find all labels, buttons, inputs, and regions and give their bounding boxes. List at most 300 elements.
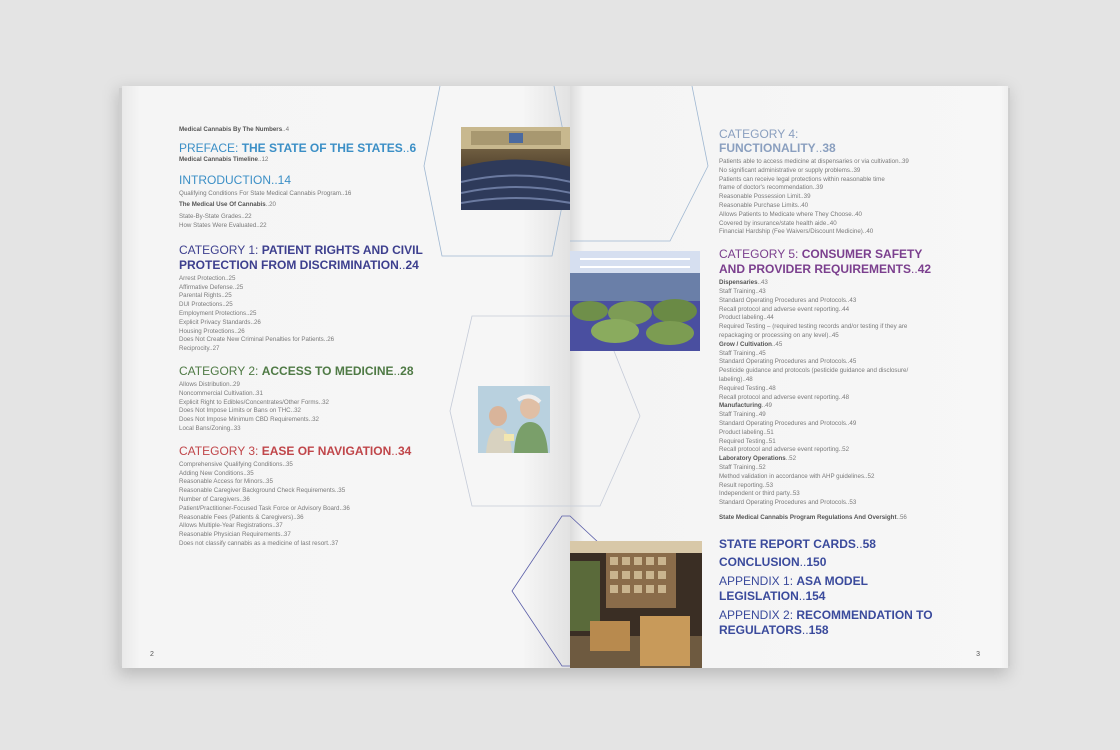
toc-entry-label: No significant administrative or supply problems: [719, 166, 851, 174]
toc-entry-label: Does Not Impose Minimum CBD Requirements: [179, 416, 309, 424]
toc-entry-label: Reasonable Caregiver Background Check Requirements: [179, 487, 335, 495]
toc-entry[interactable]: [179, 487, 454, 496]
category-page: 24: [405, 257, 419, 272]
category-page: 34: [397, 443, 412, 458]
toc-entry[interactable]: [719, 411, 989, 420]
toc-entry-page: 56: [899, 513, 907, 521]
toc-entry-page: 49: [758, 411, 766, 419]
leader-dots: ..: [800, 193, 804, 201]
toc-entry-label: Staff Training: [719, 411, 756, 419]
elderly-couple-photo: [478, 386, 550, 453]
category-prefix: CATEGORY 4:: [719, 127, 799, 141]
toc-entry[interactable]: [719, 193, 989, 202]
toc-entry-page: 45: [758, 349, 766, 357]
toc-entry-page: 45: [831, 331, 839, 339]
left-toc: [179, 126, 454, 549]
toc-entry-page: 25: [228, 274, 236, 282]
leader-dots: ..: [762, 481, 767, 489]
leader-dots: ..: [862, 228, 867, 236]
toc-entry-page: 37: [283, 531, 291, 539]
toc-entry-label: Result reporting: [719, 481, 763, 489]
leader-dots: ..: [850, 166, 854, 174]
leader-dots: ..: [789, 490, 793, 498]
toc-entry-label: Pesticide guidance and protocols (pesticide guidance and disclosure/: [719, 367, 909, 375]
appendix-title: RECOMMENDATION TO: [796, 607, 933, 622]
toc-entry-page: 33: [233, 424, 241, 432]
category-title: CONSUMER SAFETY: [801, 247, 923, 262]
toc-entry-label: Required Testing: [719, 437, 766, 445]
toc-entry[interactable]: [179, 301, 454, 310]
toc-entry-label: labeling): [719, 375, 743, 383]
toc-entry[interactable]: [179, 478, 454, 487]
toc-entry-page: 52: [789, 455, 797, 463]
leader-dots: ..: [771, 340, 776, 348]
toc-heading-category-1-line2[interactable]: PROTECTION FROM DISCRIMINATION..24: [179, 257, 419, 272]
toc-entry-page: 52: [758, 463, 766, 471]
toc-entry-label: State-By-State Grades: [179, 213, 242, 221]
toc-entry[interactable]: [179, 531, 454, 540]
toc-entry-label: Reasonable Physician Requirements: [179, 531, 281, 539]
toc-entry-label: Method validation in accordance with AHP guidelines: [719, 472, 865, 480]
toc-entry-label: Required Testing: [719, 384, 766, 392]
leader-dots: ..: [826, 219, 830, 227]
leader-dots: ..: [755, 411, 759, 419]
toc-heading-appendix-1[interactable]: [719, 574, 989, 589]
category-title: PROTECTION FROM DISCRIMINATION: [179, 257, 399, 272]
toc-entry-page: 35: [338, 487, 346, 495]
appendix-page: 158: [808, 622, 829, 637]
leader-dots: ..: [845, 419, 850, 427]
leader-dots: ..: [222, 301, 226, 309]
toc-entry-page: 32: [312, 416, 319, 424]
leader-dots: ..: [293, 513, 297, 521]
toc-entry-label: Standard Operating Procedures and Protocols: [719, 358, 846, 366]
toc-entry-label: Medical Cannabis Timeline: [179, 155, 258, 163]
toc-entry-label: Parental Rights: [179, 292, 222, 300]
category-prefix: CATEGORY 3:: [179, 443, 262, 458]
toc-entry-page: 35: [246, 469, 254, 477]
toc-entry-label: repackaging or processing on any level): [719, 331, 829, 339]
leader-dots: ..: [797, 201, 802, 209]
toc-heading-category-3[interactable]: CATEGORY 3: EASE OF NAVIGATION..34: [179, 443, 412, 458]
hexagon-outline: [570, 86, 720, 266]
preface-page: 6: [409, 140, 417, 155]
toc-entry-page: 35: [285, 460, 293, 468]
toc-entry-label: How States Were Evaluated: [179, 221, 257, 229]
toc-entry[interactable]: [719, 358, 989, 367]
toc-entry-label: Required Testing – (required testing records and/or testing if they are: [719, 323, 908, 331]
leader-dots: ..: [334, 487, 339, 495]
toc-entry-page: 26: [237, 327, 245, 335]
leader-dots: ..: [838, 393, 843, 401]
toc-entry[interactable]: [179, 416, 454, 425]
right-toc: [719, 128, 989, 638]
leader-dots: ..: [851, 210, 856, 218]
toc-entry[interactable]: [179, 540, 454, 549]
category-prefix: CATEGORY 5:: [719, 247, 802, 262]
leader-dots: ..: [262, 478, 267, 486]
leader-dots: ..: [339, 504, 343, 512]
toc-entry-page: 25: [236, 283, 244, 291]
toc-entry[interactable]: [719, 211, 989, 220]
toc-entry-label: Product labeling: [719, 314, 764, 322]
leader-dots: ..: [864, 472, 868, 480]
toc-entry[interactable]: [719, 429, 989, 438]
leader-dots: ..: [318, 398, 323, 406]
category-title: AND PROVIDER REQUIREMENTS: [719, 262, 912, 277]
toc-entry[interactable]: [179, 514, 454, 523]
toc-entry-label: Does Not Create New Criminal Penalties for Patients: [179, 336, 324, 344]
category-title: PATIENT RIGHTS AND CIVIL: [261, 242, 423, 257]
toc-entry[interactable]: [719, 446, 989, 455]
toc-entry-label: Laboratory Operations: [719, 455, 786, 463]
toc-entry-label: Arrest Protection: [179, 274, 226, 282]
toc-entry-page: 49: [849, 419, 857, 427]
toc-entry[interactable]: [719, 482, 989, 491]
toc-entry-page: 20: [269, 201, 276, 209]
leader-dots: ..: [785, 455, 790, 463]
toc-heading-introduction[interactable]: INTRODUCTION..14: [179, 172, 292, 187]
toc-entry-label: Recall protocol and adverse event reporting: [719, 446, 839, 454]
toc-entry[interactable]: [719, 279, 989, 288]
preface-title: THE STATE OF THE STATES: [241, 140, 403, 155]
toc-entry-page: 4: [285, 126, 290, 133]
toc-entry-page: 39: [853, 166, 861, 174]
category-title: FUNCTIONALITY: [719, 141, 816, 155]
toc-heading-appendix-2[interactable]: [719, 608, 989, 623]
leader-dots: ..: [828, 331, 832, 339]
toc-entry[interactable]: [179, 505, 454, 514]
toc-entry[interactable]: [719, 297, 989, 306]
toc-entry[interactable]: [179, 381, 454, 390]
toc-entry-page: 22: [244, 213, 252, 221]
toc-entry-by-numbers[interactable]: Medical Cannabis By The Numbers..4: [179, 126, 290, 133]
leader-dots: ..: [838, 446, 843, 454]
toc-heading-report-cards[interactable]: STATE REPORT CARDS..58: [719, 536, 876, 551]
leader-dots: ..: [323, 336, 328, 344]
toc-entry-label: Allows Distribution: [179, 380, 230, 388]
toc-entry-label: Independent or third party: [719, 490, 790, 498]
toc-entry[interactable]: [719, 332, 989, 341]
toc-entry-page: 52: [842, 446, 850, 454]
toc-entry[interactable]: [719, 455, 989, 464]
toc-entry-page: 32: [294, 407, 301, 415]
appendix-title: ASA MODEL: [796, 573, 868, 588]
toc-entry-page: 36: [242, 495, 250, 503]
leader-dots: ..: [243, 469, 247, 477]
leader-dots: ..: [272, 522, 276, 530]
category-3-entries: [179, 461, 454, 549]
leader-dots: ..: [755, 463, 759, 471]
section-title: STATE REPORT CARDS: [719, 536, 856, 551]
leader-dots: ..: [763, 428, 767, 436]
toc-entry-label: Staff Training: [719, 463, 756, 471]
toc-entry-page: 29: [233, 380, 240, 388]
toc-entry[interactable]: Qualifying Conditions For State Medical Cannabis Program..16: [179, 189, 352, 197]
toc-entry-label: Covered by insurance/state health aide: [719, 219, 827, 227]
toc-entry[interactable]: [719, 220, 989, 229]
toc-entry[interactable]: [179, 425, 454, 434]
leader-dots: ..: [755, 287, 759, 295]
toc-entry-label: DUI Protections: [179, 301, 223, 309]
toc-entry-page: 36: [296, 513, 304, 521]
toc-entry[interactable]: [179, 345, 454, 354]
toc-entry[interactable]: How States Were Evaluated..22: [179, 221, 267, 229]
toc-entry[interactable]: [719, 323, 989, 332]
appendix-page: 154: [805, 588, 826, 603]
toc-entry[interactable]: [719, 167, 989, 176]
toc-entry-label: Patient/Practitioner-Focused Task Force or Advisory Board: [179, 504, 340, 512]
leader-dots: ..: [327, 539, 332, 547]
toc-entry-page: 40: [801, 201, 809, 209]
category-page: 42: [917, 262, 932, 277]
toc-entry-label: Explicit Privacy Standards: [179, 318, 251, 326]
toc-entry[interactable]: [719, 473, 989, 482]
toc-entry-page: 51: [768, 437, 776, 445]
toc-entry[interactable]: [179, 470, 454, 479]
category-prefix: CATEGORY 2:: [179, 363, 262, 378]
toc-entry-page: 40: [866, 228, 874, 236]
leader-dots: ..: [845, 358, 850, 366]
toc-entry[interactable]: [179, 319, 454, 328]
toc-entry-label: Adding New Conditions: [179, 469, 244, 477]
toc-entry-label: The Medical Use Of Cannabis: [179, 201, 266, 209]
toc-entry[interactable]: [719, 420, 989, 429]
leader-dots: ..: [280, 531, 284, 539]
toc-entry-page: 35: [266, 478, 273, 486]
toc-entry[interactable]: [179, 336, 454, 345]
toc-entry[interactable]: [719, 228, 989, 237]
toc-entry[interactable]: [719, 350, 989, 359]
toc-entry-page: 40: [855, 210, 862, 218]
dispensary-interior-photo: [570, 541, 702, 668]
toc-entry[interactable]: [179, 461, 454, 470]
toc-entry-label: Comprehensive Qualifying Conditions: [179, 460, 283, 468]
toc-entry-label: Reciprocity: [179, 345, 210, 353]
toc-entry-label: Reasonable Possession Limit: [719, 193, 801, 201]
toc-entry-page: 40: [829, 219, 837, 227]
toc-entry-label: Housing Protections: [179, 327, 235, 335]
leader-dots: ..: [755, 349, 759, 357]
category-title: ACCESS TO MEDICINE: [261, 363, 394, 378]
page-number-right: 3: [976, 651, 980, 658]
toc-entry[interactable]: [179, 522, 454, 531]
toc-entry[interactable]: [719, 184, 989, 193]
toc-heading-appendix-2-line2[interactable]: REGULATORS..158: [719, 622, 829, 637]
leader-dots: ..: [250, 318, 254, 326]
toc-heading-category-5[interactable]: [719, 247, 989, 262]
toc-entry[interactable]: [719, 314, 989, 323]
toc-entry[interactable]: [719, 341, 989, 350]
toc-entry-label: Explicit Right to Edibles/Concentrates/Other Forms: [179, 398, 319, 406]
category-2-entries: [179, 381, 454, 434]
toc-entry-page: 25: [249, 309, 257, 317]
toc-entry-label: Staff Training: [719, 349, 756, 357]
toc-entry-timeline[interactable]: Medical Cannabis Timeline..12: [179, 155, 269, 163]
leader-dots: ..: [765, 437, 769, 445]
toc-entry[interactable]: State-By-State Grades..22: [179, 213, 252, 221]
toc-entry-label: Allows Patients to Medicate where They Choose: [719, 210, 852, 218]
toc-entry-label: Reasonable Fees (Patients & Caregivers): [179, 513, 294, 521]
toc-entry[interactable]: [179, 310, 454, 319]
toc-entry-page: 45: [775, 340, 783, 348]
cannabis-grow-room-photo: [570, 251, 700, 351]
leader-dots: ..: [252, 389, 257, 397]
leader-dots: ..: [765, 384, 769, 392]
toc-entry[interactable]: [719, 376, 989, 385]
toc-entry[interactable]: [719, 490, 989, 499]
toc-entry[interactable]: [719, 158, 989, 167]
toc-entry-label: Number of Caregivers: [179, 495, 240, 503]
toc-entry-label: Standard Operating Procedures and Protocols: [719, 499, 846, 507]
appendix-title: LEGISLATION: [719, 588, 799, 603]
toc-heading-category-4-line2[interactable]: FUNCTIONALITY..38: [719, 141, 836, 155]
toc-entry-label: frame of doctor's recommendation: [719, 184, 813, 192]
toc-entry-page: 12: [261, 155, 269, 163]
congress-chamber-photo: [461, 127, 570, 210]
leader-dots: ..: [845, 499, 850, 507]
leader-dots: ..: [308, 416, 313, 424]
toc-entry-label: State Medical Cannabis Program Regulations And Oversight: [719, 513, 897, 521]
toc-entry-label: Product labeling: [719, 428, 764, 436]
toc-entry-page: 48: [842, 393, 850, 401]
toc-entry-label: Standard Operating Procedures and Protocols: [719, 296, 846, 304]
toc-entry-label: Grow / Cultivation: [719, 340, 772, 348]
leader-dots: ..: [838, 305, 843, 313]
leader-dots: ..: [234, 327, 238, 335]
toc-entry-label: Recall protocol and adverse event reporting: [719, 393, 839, 401]
leader-dots: ..: [229, 380, 234, 388]
toc-entry-page: 26: [253, 318, 261, 326]
toc-heading-category-2[interactable]: CATEGORY 2: ACCESS TO MEDICINE..28: [179, 363, 414, 378]
leader-dots: ..: [845, 296, 850, 304]
category-page: 28: [400, 363, 414, 378]
toc-entry-label: Reasonable Access for Minors: [179, 478, 263, 486]
toc-entry[interactable]: [179, 390, 454, 399]
leader-dots: ..: [282, 460, 286, 468]
preface-prefix: PREFACE:: [179, 140, 242, 155]
category-page: 38: [822, 141, 836, 155]
toc-entry[interactable]: [719, 499, 989, 508]
toc-entry-label: Local Bans/Zoning: [179, 424, 231, 432]
leader-dots: ..: [812, 184, 817, 192]
right-page: [570, 86, 1008, 668]
toc-entry[interactable]: [179, 407, 454, 416]
toc-entry[interactable]: [719, 385, 989, 394]
toc-entry[interactable]: [719, 402, 989, 411]
toc-entry-page: 48: [745, 375, 753, 383]
toc-entry[interactable]: [179, 328, 454, 337]
toc-entry[interactable]: [719, 464, 989, 473]
introduction-title: INTRODUCTION: [179, 172, 271, 187]
appendix-title: REGULATORS: [719, 622, 802, 637]
toc-entry-page: 25: [224, 292, 232, 300]
leader-dots: ..: [239, 495, 243, 503]
toc-entry[interactable]: The Medical Use Of Cannabis..20: [179, 201, 276, 209]
section-page: 150: [806, 554, 827, 569]
appendix-prefix: APPENDIX 1:: [719, 573, 797, 588]
toc-entry[interactable]: [719, 288, 989, 297]
toc-entry[interactable]: [179, 399, 454, 408]
toc-entry[interactable]: [179, 496, 454, 505]
category-5-entries: [719, 279, 989, 508]
toc-entry-label: Does not classify cannabis as a medicine of last resort: [179, 539, 328, 547]
toc-entry-page: 37: [331, 539, 339, 547]
section-page: 58: [862, 536, 876, 551]
toc-entry-page: 51: [766, 428, 774, 436]
toc-entry-page: 53: [849, 499, 857, 507]
toc-entry[interactable]: [719, 394, 989, 403]
toc-entry-page: 36: [342, 504, 350, 512]
page-number-left: 2: [150, 651, 154, 658]
leader-dots: ..: [225, 274, 229, 282]
toc-heading-category-4[interactable]: [719, 128, 989, 141]
toc-entry-page: 43: [760, 279, 768, 287]
toc-entry[interactable]: [719, 306, 989, 315]
leader-dots: ..: [898, 158, 902, 165]
toc-entry-label: Patients able to access medicine at dispensaries or via cultivation: [719, 158, 899, 165]
toc-entry-label: Affirmative Defense: [179, 283, 233, 291]
leader-dots: ..: [221, 292, 225, 300]
toc-entry-page: 43: [758, 287, 766, 295]
toc-entry-page: 53: [766, 481, 774, 489]
toc-entry[interactable]: [179, 284, 454, 293]
toc-entry[interactable]: [719, 438, 989, 447]
toc-entry-page: 49: [765, 402, 772, 410]
section-title: CONCLUSION: [719, 554, 800, 569]
toc-entry-regulations[interactable]: State Medical Cannabis Program Regulations And Oversight..56: [719, 513, 907, 521]
toc-entry-page: 32: [322, 398, 329, 406]
toc-entry-page: 31: [256, 389, 263, 397]
toc-entry-label: Does Not Impose Limits or Bans on THC: [179, 407, 291, 415]
introduction-page: 14: [277, 172, 292, 187]
toc-entry[interactable]: [719, 176, 989, 185]
appendix-prefix: APPENDIX 2:: [719, 607, 797, 622]
toc-heading-category-1[interactable]: [179, 243, 454, 258]
toc-entry-page: 44: [766, 314, 774, 322]
hexagon-outline: [502, 511, 570, 668]
leader-dots: ..: [742, 375, 746, 383]
toc-entry-page: 26: [327, 336, 335, 344]
toc-heading-preface[interactable]: PREFACE: THE STATE OF THE STATES..6: [179, 140, 417, 155]
toc-entry-label: Manufacturing: [719, 402, 762, 410]
toc-entry[interactable]: [179, 275, 454, 284]
toc-entry-page: 39: [803, 193, 811, 201]
toc-entry-label: Reasonable Purchase Limits: [719, 201, 798, 209]
toc-entry-page: 37: [275, 522, 283, 530]
leader-dots: ..: [246, 309, 250, 317]
toc-entry[interactable]: [719, 367, 989, 376]
toc-entry-page: 25: [225, 301, 233, 309]
category-4-entries: [719, 158, 989, 237]
toc-entry[interactable]: [719, 202, 989, 211]
toc-entry-page: 44: [842, 305, 850, 313]
toc-entry-label: Dispensaries: [719, 279, 758, 287]
toc-entry[interactable]: [179, 292, 454, 301]
toc-entry-label: Medical Cannabis By The Numbers: [179, 126, 283, 133]
leader-dots: ..: [761, 402, 766, 410]
leader-dots: ..: [209, 345, 213, 353]
toc-entry-page: 53: [792, 490, 800, 498]
leader-dots: ..: [230, 424, 234, 432]
leader-dots: ..: [757, 279, 761, 287]
toc-heading-category-5-line2[interactable]: AND PROVIDER REQUIREMENTS..42: [719, 262, 932, 277]
toc-entry-label: Recall protocol and adverse event reporting: [719, 305, 839, 313]
toc-heading-conclusion[interactable]: CONCLUSION..150: [719, 554, 827, 569]
left-page: [122, 86, 570, 668]
toc-heading-appendix-1-line2[interactable]: LEGISLATION..154: [719, 588, 826, 603]
leader-dots: ..: [290, 407, 295, 415]
